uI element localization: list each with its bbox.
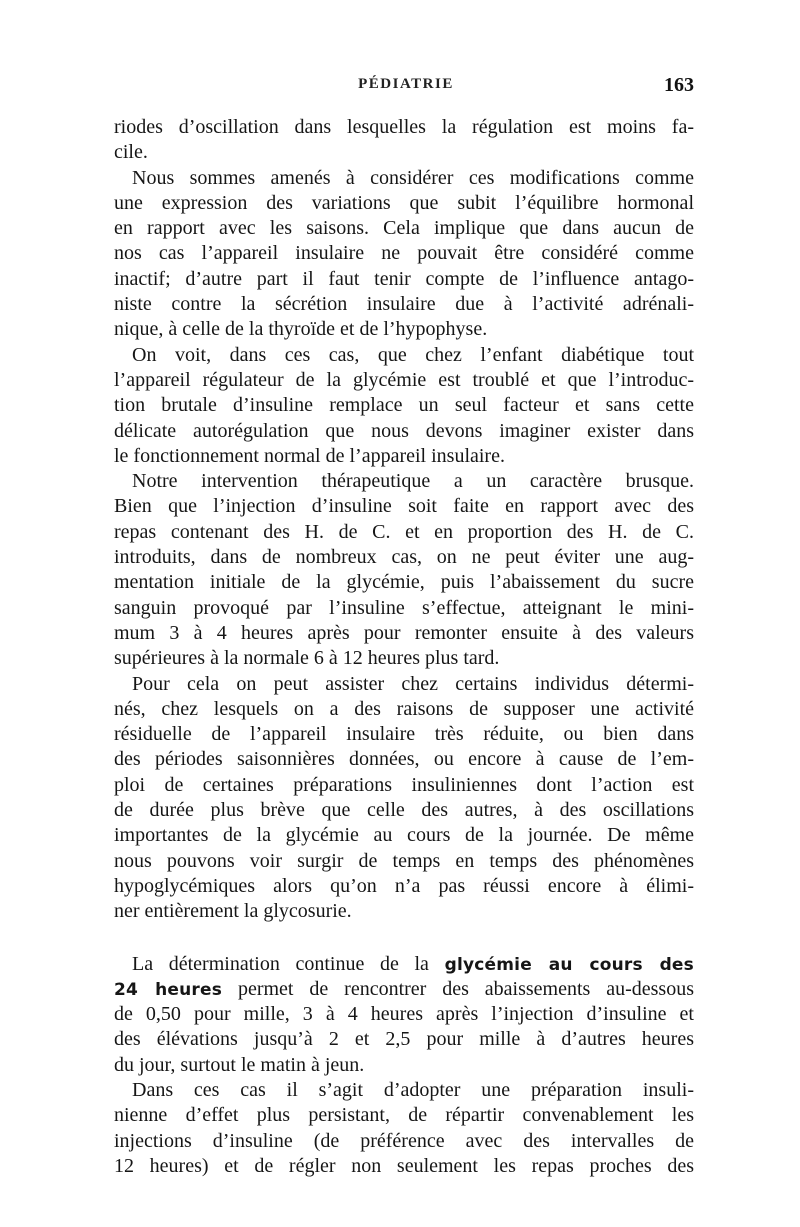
text-line: Bien que l’injection d’insuline soit faite en rapport avec des bbox=[114, 495, 694, 518]
text-line: On voit, dans ces cas, que chez l’enfant diabétique tout bbox=[132, 343, 694, 366]
text-line: des périodes saisonnières données, ou encore à cause de l’em- bbox=[114, 748, 694, 771]
text-line: une expression des variations que subit l’équilibre hormonal bbox=[114, 191, 694, 214]
text-line: niste contre la sécrétion insulaire due à l’activité adrénali- bbox=[114, 293, 694, 316]
text-line: cile. bbox=[114, 141, 148, 164]
text-line: mum 3 à 4 heures après pour remonter ensuite à des valeurs bbox=[114, 621, 694, 644]
bold-emphasis: 24 heures bbox=[114, 979, 223, 1000]
text-line: délicate autorégulation que nous devons imaginer exister dans bbox=[114, 419, 694, 442]
text-line: résiduelle de l’appareil insulaire très réduite, ou bien dans bbox=[114, 723, 694, 746]
text-line: Dans ces cas il s’agit d’adopter une préparation insuli- bbox=[132, 1078, 694, 1101]
paragraph bbox=[114, 1078, 694, 1179]
text-line: importantes de la glycémie au cours de la journée. De même bbox=[114, 824, 694, 847]
paragraph bbox=[114, 166, 694, 343]
text-line: riodes d’oscillation dans lesquelles la régulation est moins fa- bbox=[114, 116, 694, 138]
text-line: ploi de certaines préparations insuliniennes dont l’action est bbox=[114, 773, 694, 796]
text-line: Pour cela on peut assister chez certains individus détermi- bbox=[132, 672, 694, 695]
paragraph bbox=[114, 115, 694, 166]
text-line: nés, chez lesquels on a des raisons de supposer une activité bbox=[114, 697, 694, 720]
text-line: tion brutale d’insuline remplace un seul facteur et sans cette bbox=[114, 394, 694, 417]
body-text bbox=[114, 115, 694, 1179]
text-line: introduits, dans de nombreux cas, on ne peut éviter une aug- bbox=[114, 546, 694, 569]
page-header bbox=[118, 76, 694, 106]
text-line: nienne d’effet plus persistant, de répartir convenablement les bbox=[114, 1104, 694, 1127]
text-line: 12 heures) et de régler non seulement les repas proches des bbox=[114, 1154, 694, 1177]
text-line: nos cas l’appareil insulaire ne pouvait être considéré comme bbox=[114, 242, 694, 265]
paragraph bbox=[114, 343, 694, 469]
text-line: en rapport avec les saisons. Cela implique que dans aucun de bbox=[114, 217, 694, 240]
text-line: injections d’insuline (de préférence avec des intervalles de bbox=[114, 1129, 694, 1152]
text-line: Nous sommes amenés à considérer ces modifications comme bbox=[132, 166, 694, 189]
text-line: 24 heures permet de rencontrer des abaissements au-dessous bbox=[114, 977, 694, 1000]
text-line: du jour, surtout le matin à jeun. bbox=[114, 1053, 365, 1076]
running-title: PÉDIATRIE bbox=[358, 76, 454, 92]
text-line: La détermination continue de la glycémie au cours des bbox=[132, 952, 694, 975]
text-line: sanguin provoqué par l’insuline s’effectue, atteignant le mini- bbox=[114, 596, 694, 619]
paragraph bbox=[114, 469, 694, 671]
bold-emphasis: glycémie au cours des bbox=[444, 954, 694, 975]
text-line: de durée plus brève que celle des autres, à des oscillations bbox=[114, 799, 694, 822]
text-line: l’appareil régulateur de la glycémie est troublé et que l’introduc- bbox=[114, 368, 694, 391]
paragraph bbox=[114, 672, 694, 925]
text-line: hypoglycémiques alors qu’on n’a pas réussi encore à élimi- bbox=[114, 874, 694, 897]
text-line: supérieures à la normale 6 à 12 heures plus tard. bbox=[114, 647, 500, 670]
page-number: 163 bbox=[664, 74, 694, 96]
section-gap bbox=[114, 925, 694, 952]
text-line: repas contenant des H. de C. et en proportion des H. de C. bbox=[114, 520, 694, 543]
text-line: inactif; d’autre part il faut tenir compte de l’influence antago- bbox=[114, 267, 694, 290]
text-line: des élévations jusqu’à 2 et 2,5 pour mille à d’autres heures bbox=[114, 1028, 694, 1051]
text-line: ner entièrement la glycosurie. bbox=[114, 900, 352, 923]
text-line: nique, à celle de la thyroïde et de l’hypophyse. bbox=[114, 318, 488, 341]
text-line: de 0,50 pour mille, 3 à 4 heures après l’injection d’insuline et bbox=[114, 1003, 694, 1026]
text-line: mentation initiale de la glycémie, puis l’abaissement du sucre bbox=[114, 571, 694, 594]
text-line: nous pouvons voir surgir de temps en temps des phénomènes bbox=[114, 849, 694, 872]
text-line: le fonctionnement normal de l’appareil insulaire. bbox=[114, 444, 505, 467]
paragraph bbox=[114, 952, 694, 1078]
text-line: Notre intervention thérapeutique a un caractère brusque. bbox=[132, 470, 694, 493]
